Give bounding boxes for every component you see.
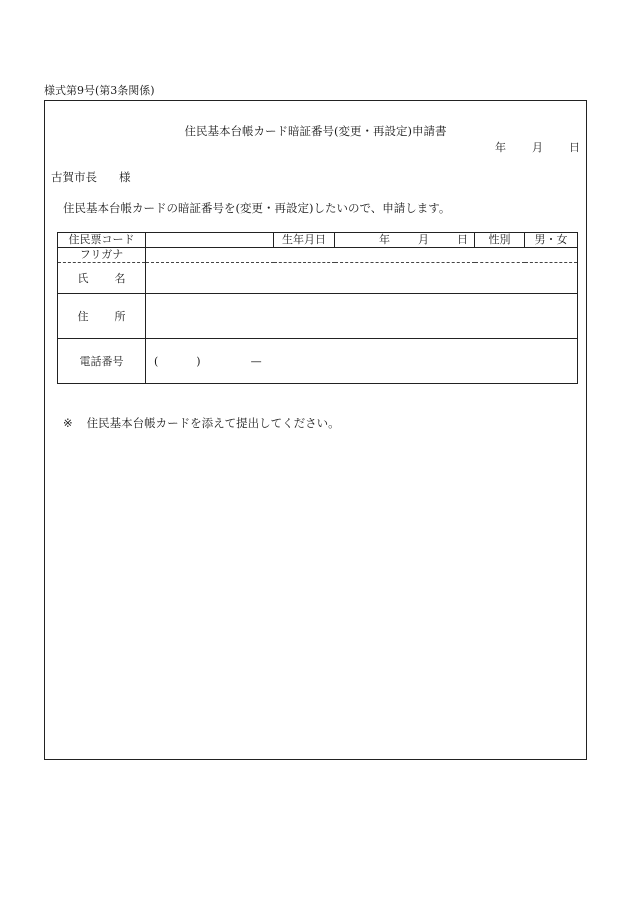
birthdate-label: 生年月日 [274, 233, 335, 248]
phone-field[interactable] [146, 339, 578, 384]
gender-label: 性別 [475, 233, 525, 248]
phone-area-close-paren: ) [196, 354, 201, 368]
name-field[interactable] [146, 263, 578, 294]
furigana-field[interactable] [146, 248, 578, 263]
addressee-name: 古賀市長 [51, 170, 97, 184]
name-label [58, 263, 146, 294]
phone-label: 電話番号 [58, 339, 146, 384]
application-date [495, 139, 580, 155]
submission-note [63, 415, 340, 431]
name-label-char-1: 氏 [77, 272, 89, 285]
address-label-char-2: 所 [114, 310, 126, 323]
table-row [58, 339, 578, 384]
resident-code-label: 住民票コード [58, 233, 146, 248]
phone-area-open-paren: ( [154, 354, 159, 368]
address-field[interactable] [146, 294, 578, 339]
application-form-frame [44, 100, 587, 760]
phone-dash: — [250, 354, 262, 368]
note-mark: ※ [63, 416, 73, 430]
document-title: 住民基本台帳カード暗証番号(変更・再設定)申請書 [184, 124, 447, 138]
addressee [51, 169, 131, 185]
addressee-honorific: 様 [119, 170, 131, 184]
table-row [58, 263, 578, 294]
name-label-char-2: 名 [114, 272, 126, 285]
form-number-label: 様式第9号(第3条関係) [44, 84, 155, 97]
address-label-char-1: 住 [77, 310, 89, 323]
furigana-label: フリガナ [58, 248, 146, 263]
birthdate-field[interactable] [335, 233, 475, 248]
date-month-label: 月 [532, 141, 543, 154]
table-row [58, 294, 578, 339]
application-statement: 住民基本台帳カードの暗証番号を(変更・再設定)したいので、申請します。 [63, 201, 451, 215]
note-text: 住民基本台帳カードを添えて提出してください。 [86, 416, 340, 430]
birthdate-year-label: 年 [379, 233, 390, 246]
table-row [58, 248, 578, 263]
date-day-label: 日 [569, 141, 580, 154]
applicant-info-table [57, 232, 578, 384]
date-year-label: 年 [495, 141, 506, 154]
birthdate-day-label: 日 [457, 233, 468, 246]
gender-options[interactable]: 男・女 [525, 233, 578, 248]
address-label [58, 294, 146, 339]
resident-code-field[interactable] [146, 233, 274, 248]
table-row [58, 233, 578, 248]
birthdate-month-label: 月 [418, 233, 429, 246]
